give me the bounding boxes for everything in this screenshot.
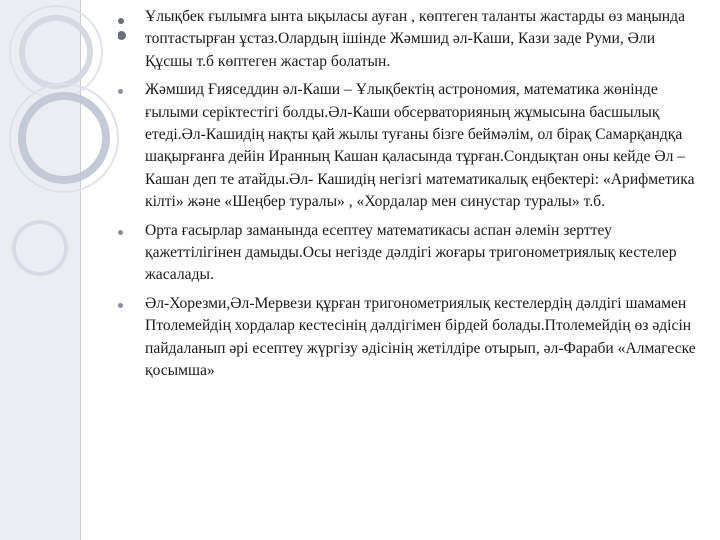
slide-content [118,6,698,392]
bullet-marker [118,89,123,94]
bullet-item [118,6,698,73]
bullet-text: Әл-Хорезми,Әл-Мервези құрған тригонометриялық кестелердің дәлдігі шамамен Птолемейдің хордалар кестесінің дәлдігімен бірдей болады.Птолемейдің өз әдісін пайдаланып әрі есептеу жүргізу әдісінің жетілдіре отырып, әл-Фараби «Алмагеске қосымша» [145,294,696,380]
bullet-text: Жәмшид Ғияседдин әл-Каши – Ұлықбектің астрономия, математика жөнінде ғылыми серіктестігі болды.Әл-Каши обсерваторияның жұмысына басшылық етеді.Әл-Кашидің нақты қай жылы туғаны бізге беймәлім, ол бірақ Самарқандқа шақырғанға дейін Иранның Кашан қаласында тұрған.Сондықтан оны кейде Әл – Кашан деп те атайды.Әл- Кашидің негізгі математикалық еңбектері: «Арифметика кілті» және «Шеңбер туралы» , «Хордалар мен синустар туралы» т.б. [145,81,695,211]
bullet-text: Орта ғасырлар заманында есептеу математикасы аспан әлемін зерттеу қажеттілігінен дамыды.Осы негізде дәлдігі жоғары тригонометриялық кестелер жасалады. [145,221,677,284]
bullet-marker [118,303,123,308]
bullet-item [118,79,698,213]
bullet-marker [118,230,123,235]
bullet-text: Ұлықбек ғылымға ынта ықыласы ауған , көптеген таланты жастарды өз маңында топтастырған ұстаз.Олардың ішінде Жәмшид әл-Каши, Кази заде Руми, Әли Құсшы т.б көптеген жастар болатын. [145,8,686,70]
bullet-list [118,6,698,383]
bullet-item [118,220,698,287]
bullet-marker [118,31,126,40]
bullet-marker [118,18,124,24]
bullet-item [118,293,698,383]
decorative-circles [0,0,130,300]
